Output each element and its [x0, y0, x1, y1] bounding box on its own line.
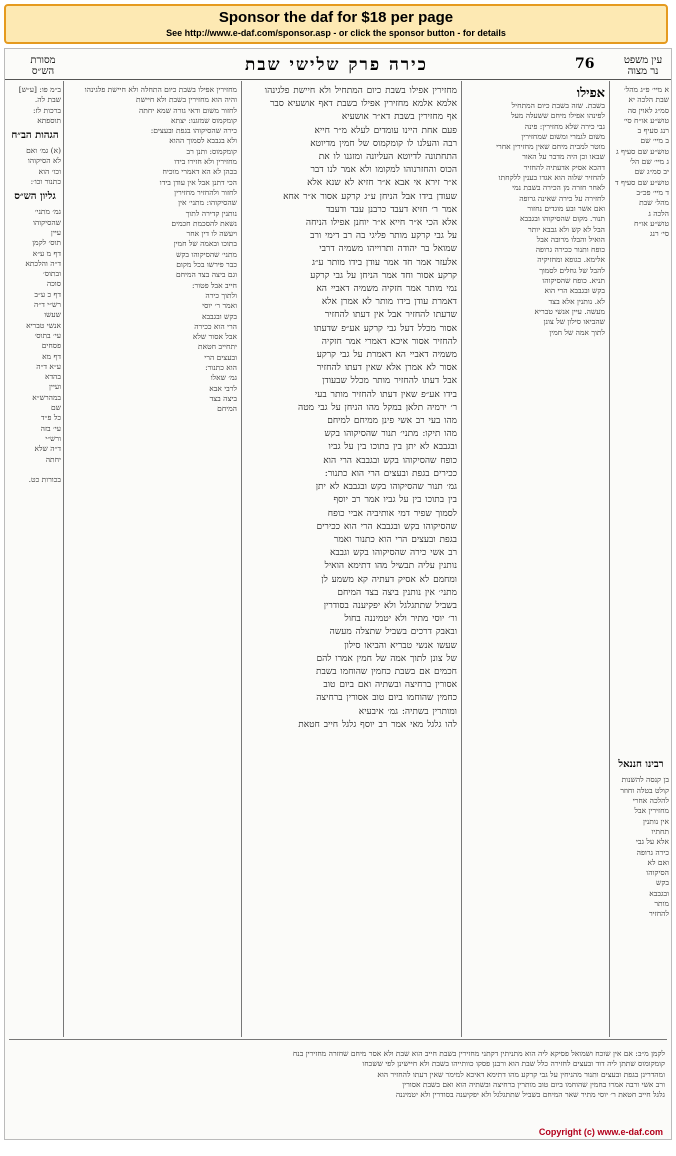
gemara-line: ור׳ יוסי מתיר ולא יטמיננה בחול: [344, 614, 457, 625]
hagahot-line: וכו׳ הוא: [38, 166, 61, 176]
gemara-line: אלעזר אמר חד אמר עודן בידו מותר ע״ג: [311, 257, 457, 268]
sponsor-subtitle[interactable]: See http://www.e-daf.com/sponsor.asp - or click the sponsor button - for details: [166, 28, 506, 38]
gilyon-line: כל פ״ד: [41, 413, 61, 423]
tosafot-text: [67, 85, 237, 415]
gemara-line: משמיה דאביי הא דאמרת על גבי קרקע: [316, 350, 457, 361]
hagahot-list: [9, 146, 61, 187]
tosafot-line: ביצה בצד: [209, 393, 237, 403]
gemara-column: [245, 85, 457, 1035]
rashi-line: משום לגמרי ומשום שמחזירין: [521, 131, 605, 141]
tosafot-line: ואמר ר׳ יוסי: [202, 301, 237, 311]
gilyon-line: גמ׳ מתני׳: [34, 207, 61, 217]
tosafot-line: חייב אבל פטור:: [192, 280, 237, 290]
gemara-line: בשביל שתתגלגל ולא יפקיענה בסודרין: [323, 600, 457, 611]
footnote-line: קומקומוס שתתן ליה דוד ובעצים לחזירה כלל שבת הוא ורבנן פסקו כוותייהו בשבת ולא חיישינן לפי ששכחו: [362, 1059, 665, 1069]
tosafot-line: בתוכו ובאמה של חמין: [173, 239, 237, 249]
divider: [9, 1039, 667, 1040]
rabeinu-chananel-line: כירה גרופה: [636, 847, 669, 857]
tosafot-line: הכי דתנן אבל אין עודן בידו: [159, 177, 237, 187]
tosafot-line: לחזור ולהחזיר מחזירין: [174, 187, 237, 197]
gemara-line: התחתונה לדיוטא העליונה ומזגנו לו את: [318, 152, 457, 163]
divider: [241, 81, 242, 1037]
rabeinu-chananel-line: להחזיר: [648, 909, 669, 919]
gemara-line: שדעתו להחזיר אבל אין דעתו להחזיר: [324, 310, 457, 321]
gemara-line: ומותרין בשתיה: גמ׳ איבעיא: [358, 706, 457, 717]
gemara-line: מתני׳ אין נותנין ביצה בצד המיחם: [337, 587, 457, 598]
tosafot-line: גמ׳ שאלו: [210, 373, 237, 383]
gilyon-line: יחתה: [45, 454, 61, 464]
ein-mishpat-line: רנג סעיף ב: [637, 126, 669, 136]
masoret-hashas-list: [9, 85, 61, 126]
rashi-text: [465, 101, 605, 338]
rashi-line: שהביאו סילון של צונן: [543, 317, 605, 327]
gilyon-line: ועיין: [48, 382, 61, 392]
sponsor-title[interactable]: Sponsor the daf for $18 per page: [218, 9, 454, 26]
rashi-line: תניא. כופח שהסיקוהו: [542, 276, 605, 286]
copyright-link[interactable]: Copyright (c) www.e-daf.com: [538, 1127, 663, 1137]
ein-mishpat-line: ב מיי׳ שם: [640, 136, 669, 146]
rashi-column: [465, 85, 605, 1035]
rashi-line: הבל לא קש ולא גבבא יותר: [528, 224, 605, 234]
tosafot-line: וגם ביצה בצד המיחם: [175, 270, 237, 280]
rabeinu-chananel-line: תחתיו: [651, 826, 669, 836]
gemara-text: [245, 85, 457, 732]
tosafot-line: והיה הוא מחזירין בשבת ולא חיישת: [136, 95, 237, 105]
rabeinu-chananel-line: ובגבבא: [649, 888, 669, 898]
rashi-line: לתוך אמה של חמין: [549, 327, 605, 337]
gilyon-line: ד״ה והלכתא: [25, 258, 61, 268]
tosafot-line: נשאת להסכמת חכמים: [171, 218, 237, 228]
ein-mishpat-line: שבת הלכה יא: [628, 95, 669, 105]
ein-mishpat-line: סי׳ רנג: [650, 229, 669, 239]
gemara-line: אמר ר׳ חזיא דעבד כרבנן עבד ודעבד: [325, 204, 457, 215]
rabeinu-chananel-line: מחזירין אבל: [634, 806, 669, 816]
gemara-line: אלמא אלמא מחזירין אפילו בשבת דאף אושעיא סבר: [269, 99, 457, 110]
gemara-line: קרקע אסור וחד אמר הניחן על גבי קרקע: [310, 270, 457, 281]
rabeinu-chananel-line: ואם לא: [647, 857, 669, 867]
gilyon-line: רש״י ד״ה: [34, 300, 61, 310]
gilyon-list: [9, 207, 61, 464]
footnote-line: גלגל חייב חטאת ר׳ יוסי מתיר שאר המיחם בשביל שתתגלגל ולא יפקיענה בסודרין ולא יטמיננה: [395, 1090, 665, 1100]
rashi-line: שבאו וכן היה מדבר על האור: [522, 152, 605, 162]
hagahot-heading: הגהות הב״ח: [11, 130, 59, 142]
gilyon-line: פסחים: [41, 341, 61, 351]
gemara-line: רב אשי כירה שהסיקוהו בקש וגבבא: [329, 548, 457, 559]
tosafot-line: בכהן לא הא דאמרי מוכיח: [162, 167, 237, 177]
rashi-line: הואיל והבלו מרובה אבל: [536, 234, 605, 244]
rashi-heading: אפילו: [576, 86, 605, 101]
gilyon-line: עי׳ בזה: [40, 423, 61, 433]
gemara-line: נותנין עליה תבשיל מהו דתימא הואיל: [324, 561, 457, 572]
page-header: [5, 53, 671, 80]
rashi-line: לא. נותנין אלא בצד: [548, 296, 605, 306]
gemara-line: להו גלגל מאי אמר רב יוסף גלגל חייב חטאת: [298, 719, 457, 730]
tosafot-line: כירה שהסיקוהו בגפת ובעצים:: [150, 126, 237, 136]
gemara-line: שעודן בידו אבל הניחן ע״ג קרקע אסור א״ר אחא: [283, 191, 457, 202]
gemara-line: ככירים בגפת ובעצים הרי הוא כתנור:: [324, 468, 457, 479]
tosafot-line: המיחם: [217, 404, 237, 414]
gemara-line: מחזירין אפילו בשבת כיום המתחיל ולא חיישת פלגינהו: [264, 86, 457, 96]
gilyon-line: תוס׳ לקמן: [32, 238, 61, 248]
gemara-line: בידו אע״פ שאין דעתו להחזיר מותר בעי: [314, 389, 457, 400]
gilyon-line: בהדא: [44, 372, 61, 382]
masoret-line: תוספתא: [37, 115, 61, 125]
rabeinu-chananel-line: הסיקוהו: [646, 868, 669, 878]
gilyon-line: שם: [51, 403, 61, 413]
ein-mishpat-label: עין משפט נר מצוה: [623, 55, 663, 77]
gemara-line: אלא הכי א״ר חייא א״ר יוחנן אפילו הניחה: [305, 218, 457, 229]
footnote-text: [13, 1049, 665, 1100]
ein-mishpat-line: מהל׳ שבת: [639, 198, 669, 208]
gemara-line: כופח שהסיקוהו בקש ובגבבא הרי הוא: [323, 455, 457, 466]
gemara-line: ובגבבא לא יתן בין בתוכו בין על גביו: [328, 442, 457, 453]
tosafot-line: כבר פירשו בכל מקום: [176, 260, 237, 270]
gemara-line: להחזיר אסור איכא דאמרי אמר חזקיה: [321, 336, 457, 347]
bottom-ref: בכורות כט.: [28, 474, 61, 484]
gemara-line: על גבי קרקע מותר פליגי בה רב דימי ורב: [310, 231, 457, 242]
footnote-line: לקמן מ״ב: אם אין שוכח ושמואל פסיקא ליה הוא מתניתין דקתני מחזירין בשבת חייב הוא שבת ולא אסר מיחם שחזרה מחזירין בנח: [292, 1049, 665, 1058]
tosafot-line: הוא כתנור:: [205, 363, 237, 373]
rashi-line: גבי כירה שלא מחזירין: פינה: [524, 121, 605, 131]
tosafot-line: ולא בגבבא לסמוך ההוא: [169, 136, 237, 146]
rashi-line: לפינהו אפילו מיחם ששעלה מעל: [511, 111, 605, 121]
gemara-line: שעשו אנשי טבריא והביאו סילון: [344, 640, 457, 651]
gilyon-line: דף מ ע״א: [32, 248, 61, 258]
ein-mishpat-line: סמ״ג לאוין סה: [627, 105, 669, 115]
gilyon-line: ובתוס׳: [42, 269, 61, 279]
gilyon-line: במהרש״א: [32, 392, 61, 402]
ein-mishpat-line: הלכה ג: [648, 208, 669, 218]
rashi-line: מעשה. עיין אנשי טבריא: [534, 306, 605, 316]
sponsor-banner[interactable]: [4, 4, 668, 44]
rashi-line: דהכא אסיק אדעתיה להחזיר: [523, 162, 605, 172]
rashi-line: להבל של גחלים לסמוך: [539, 265, 605, 275]
tosafot-line: ולתוך כירה: [205, 290, 237, 300]
gemara-line: חכמים אם בשבת כחמין שהוחמו בשבת: [316, 666, 457, 677]
divider: [461, 81, 462, 1037]
masoret-line: ברכות לז:: [33, 105, 61, 115]
gilyon-line: עיין: [50, 227, 61, 237]
tosafot-line: בקש ובגבבא: [201, 311, 237, 321]
rabeinu-chananel-line: בן קנסה להשנות: [621, 775, 669, 785]
tosafot-line: לחזור משום ודאי גזרה שמא יחתה: [138, 105, 237, 115]
rabeinu-chananel-line: קולט בטלה וחוזר: [620, 785, 669, 795]
rashi-line: כופח ותנור ככירה גרופה: [535, 245, 605, 255]
gemara-line: גמ׳ תנור שהסיקוהו בקש ובגבבא לא יתן: [315, 482, 457, 493]
gilyon-line: דף כ ע״ב: [34, 289, 61, 299]
gemara-line: של צונן לתוך אמה של חמין אמרו להם: [316, 653, 457, 664]
masoret-line: ב״מ פו: [ע״ש]: [18, 85, 61, 94]
tosafot-line: מחזירין אפילו בשבת כיום התחלה ולא חיישת פלגינהו: [84, 85, 237, 94]
gilyon-line: ע״א ד״ה: [36, 361, 61, 371]
tosafot-line: קומקמוס שמזגנו: יצתא: [171, 115, 237, 125]
tosafot-line: מחזירין ולא חזירו בידו: [174, 157, 237, 167]
hagahot-line: (א) גמ׳ ואם: [26, 146, 61, 156]
page-title: כירה פרק שלישי שבת: [245, 55, 428, 75]
tosafot-line: נותנין קדירה לתוך: [185, 208, 237, 218]
gemara-line: אבל דעתו להחזיר מותר מכלל שבעודן: [322, 376, 457, 387]
tosafot-column: [67, 85, 237, 1035]
gemara-line: מהו תיקו: מתני׳ תנור שהסיקוהו בקש: [324, 429, 457, 440]
divider: [609, 81, 610, 1037]
ein-mishpat-line: טוש״ע או״ח: [634, 218, 669, 228]
ein-mishpat-line: טוש״ע או״ח סי׳: [623, 115, 669, 125]
rashi-line: בשבת. שזה בשבת כיום המתחיל: [511, 101, 605, 110]
footnotes: [13, 1049, 665, 1137]
gilyon-line: דף מא: [42, 351, 61, 361]
tosafot-line: הרי הוא ככירה: [194, 321, 237, 331]
masoret-hashas-label: מסורת הש״ס: [30, 55, 56, 77]
rabeinu-chananel-line: להלכה אחרי: [632, 796, 669, 806]
tosafot-line: יתחייב חטאת: [198, 342, 237, 352]
gemara-line: ומחמם לא אסיק דעתיה קא משמע לן: [321, 574, 457, 585]
masoret-line: שבת לה.: [34, 95, 61, 105]
ein-mishpat-line: א מיי׳ פ״ג מהל׳: [623, 85, 669, 94]
ein-mishpat-line: טוש״ע שם סעיף ג: [616, 146, 669, 156]
footnote-line: ומהדרינן בגפת ובעצים ותנור מהניחין על גבי קרקע מהו דתימא דאיכא למימר שאין דעתו להחזיר הוא: [377, 1069, 665, 1079]
divider: [63, 81, 64, 1037]
ein-mishpat-line: טוש״ע שם סעיף ד: [615, 177, 669, 187]
right-margin: [613, 85, 669, 1035]
rashi-line: לחזירה על כירה שאינה גרופה: [519, 193, 605, 203]
gemara-line: לסמוך שפיר דמי אותיביה אביי כופח: [327, 508, 457, 519]
gemara-line: רבה והעלנו לו קומקמוס של חמין מדיוטא: [310, 138, 457, 149]
gemara-line: אסור לא אמרן אלא שאין דעתו להחזיר: [316, 363, 457, 374]
rabeinu-chananel-heading: רבינו חננאל: [618, 759, 664, 771]
gemara-line: דאמרת עודן בידו מותר לא אמרן אלא: [321, 297, 457, 308]
gilyon-line: שעשו: [44, 310, 61, 320]
tosafot-line: שהסיקוהו: מתני׳ אין: [178, 198, 237, 208]
gemara-line: שמואל בר יהודה ותרוייהו משמיה דרבי: [319, 244, 457, 255]
gemara-line: ובאבק דרכים בשביל שתצלה מעשה: [329, 627, 457, 638]
page-number: 76: [575, 56, 595, 72]
gemara-line: נמי מותר אמר חזקיה משמיה דאביי הא: [316, 284, 457, 295]
footnote-line: ורב אשי ורבה אמרו בחמין שהוחמו ביום טוב מותרין ברחיצה ובשתיה הוא ואם בשבת אסורין: [402, 1079, 665, 1089]
gilyon-line: ד״ה שלא: [34, 444, 61, 454]
gemara-line: אסורין ברחיצה ובשתיה ואם ביום טוב: [323, 680, 457, 691]
ein-mishpat-line: יב סמ״ג שם: [634, 167, 669, 177]
gemara-line: א״ר זירא אי אבא א״ר חזיא לא שנא אלא: [307, 178, 457, 189]
gilyon-heading: גליון הש״ס: [14, 191, 56, 203]
gilyon-line: ורש״י: [45, 433, 61, 443]
rashi-line: תנור. מקום שהסיקוהו ובגבבא: [520, 214, 605, 224]
rabeinu-chananel-text: [613, 775, 669, 919]
gilyon-line: סוכה: [46, 279, 61, 289]
rabeinu-chananel-line: בקש: [656, 878, 669, 888]
rashi-line: ואם אשר ובע מוגדים נחזור: [527, 203, 605, 213]
talmud-page: [4, 48, 672, 1140]
gilyon-line: אנשי טבריא: [26, 320, 61, 330]
gilyon-line: עי׳ בתוס׳: [34, 330, 61, 340]
gemara-line: שהסיקוהו בקש ובגבבא הרי הוא ככירים: [316, 521, 457, 532]
gemara-line: בין בתוכו בין על גביו אמר רב יוסף: [333, 495, 457, 506]
rabeinu-chananel-line: מותר: [654, 899, 669, 909]
rabeinu-chananel-line: אין נותנין: [642, 816, 669, 826]
gemara-line: בגפת ובעצים הרי הוא כתנור ואמר: [333, 534, 457, 545]
gemara-line: מהו בעי רב אשי פינן ממיחם למיחם: [327, 416, 457, 427]
left-margin: [9, 85, 61, 1035]
ein-mishpat-line: ד מיי׳ פכ״ב: [636, 187, 669, 197]
gilyon-line: שהסיקוהו: [32, 217, 61, 227]
tosafot-line: לרבי אבא: [209, 383, 237, 393]
tosafot-line: ויעשה לו דין אחר: [186, 229, 237, 239]
tosafot-line: ובעצים הרי: [204, 352, 237, 362]
tosafot-line: קומקמוס: ותנן רב: [186, 146, 237, 156]
gemara-line: פעם אחת היינו עומדים לעלא מ״ר חייא: [314, 125, 457, 136]
hagahot-line: לא הסיקוהו: [27, 156, 61, 166]
gemara-line: כחמין שהוחמו ביום טוב אסורין ברחיצה: [316, 693, 457, 704]
rashi-line: להחזיר שלוה הוא אגדו בענין ללקחתו: [498, 173, 605, 183]
rashi-line: אלימא. כגופא ומחזיקיה: [537, 255, 605, 265]
rashi-line: לאחר חזרה מן הכירה בשבת נמי: [512, 183, 605, 193]
gemara-line: אסור מכלל דעל גבי קרקע אע״פ שדעתו: [313, 323, 457, 334]
rabeinu-chananel-line: אלא על גבי: [635, 837, 669, 847]
ein-mishpat-list: [613, 85, 669, 239]
rashi-line: מוטר למבית מיחם שאין מחזירין אחרי: [496, 142, 605, 152]
rashi-line: בקש ובגבבא הרי הוא: [544, 286, 605, 296]
ein-mishpat-line: ג מיי׳ שם הל׳: [629, 157, 669, 167]
gemara-line: ר׳ ירמיה תלאן במקל מהו הניחן על גבי מטה: [298, 402, 457, 413]
hagahot-line: כתנור וכו׳:: [30, 177, 61, 187]
tosafot-line: מתני׳ שהסיקוהו בקש: [176, 249, 237, 259]
gemara-line: אף מחזירין בשבת דא״ר אושעיא: [341, 112, 457, 123]
gemara-line: הכוס והחזרנוהו למקומו ולא אמר לנו דבר: [310, 165, 457, 176]
tosafot-line: אבל אסור שלא: [192, 332, 237, 342]
